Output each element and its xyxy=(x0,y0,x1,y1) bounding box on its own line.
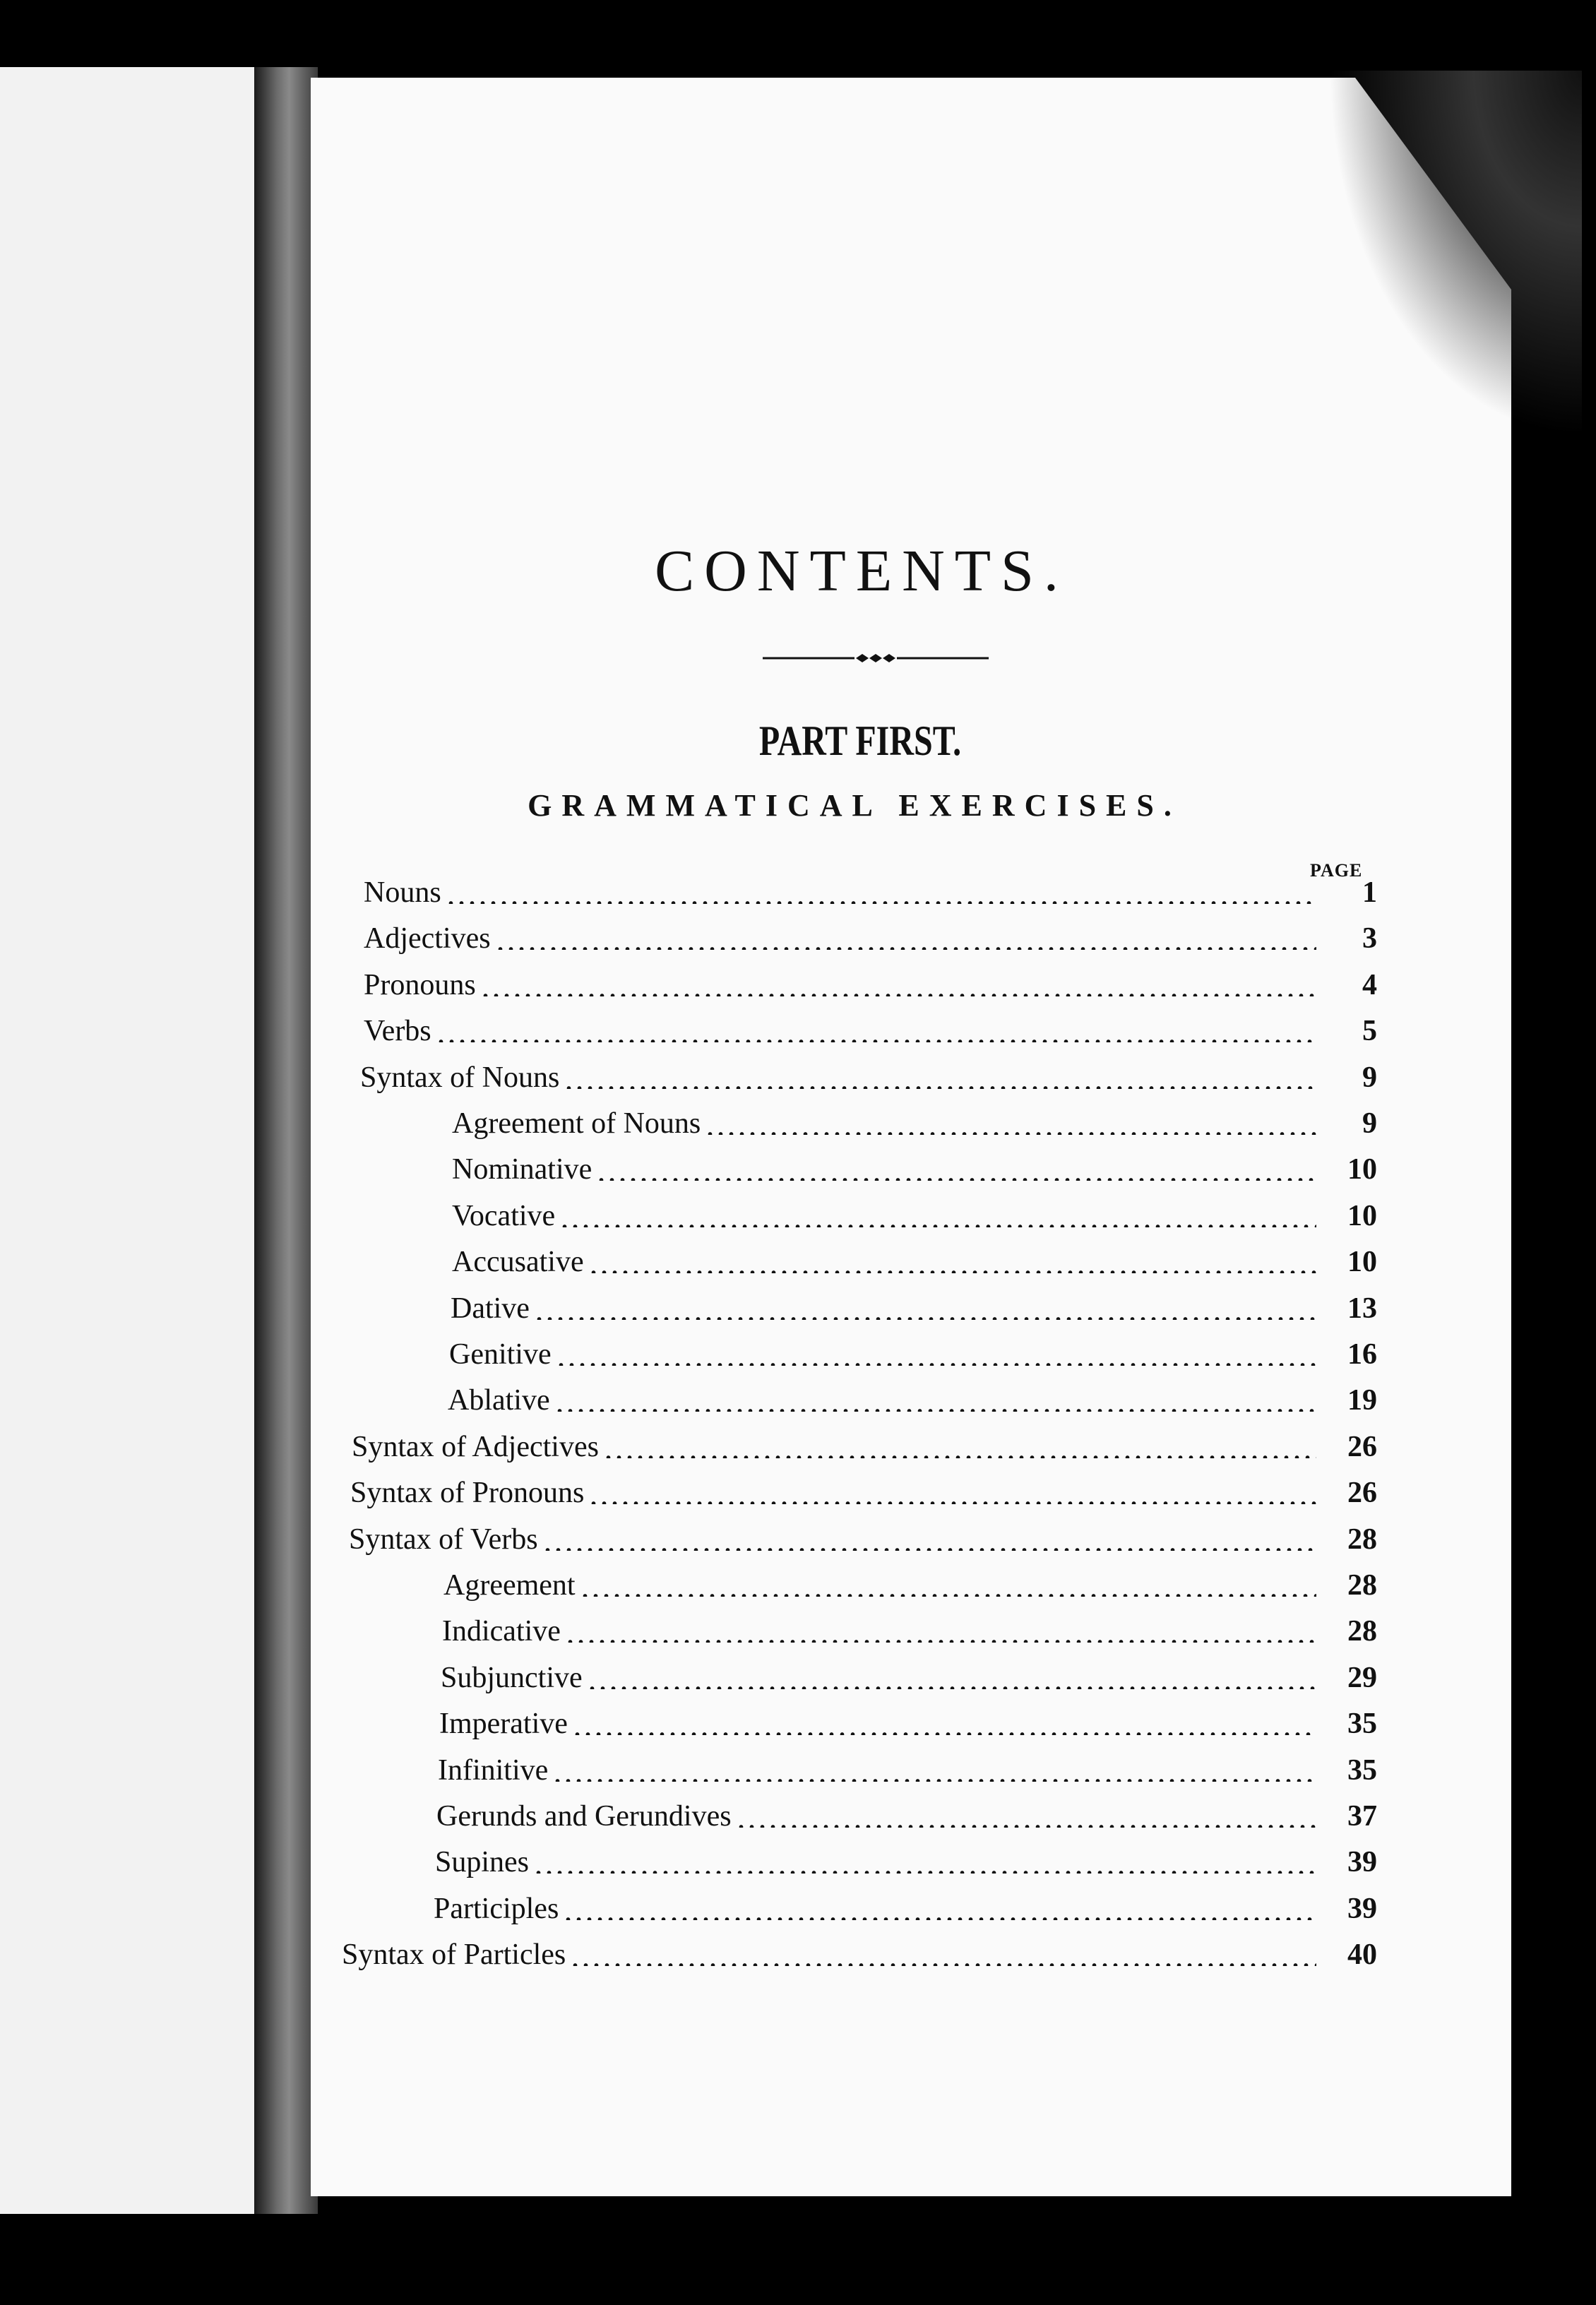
toc-entry xyxy=(451,1283,1377,1326)
toc-entry-label: Adjectives xyxy=(364,922,491,955)
toc-entry-label: Accusative xyxy=(452,1246,584,1279)
toc-entry xyxy=(364,913,1377,955)
dot-leader xyxy=(596,1178,1316,1181)
dot-leader xyxy=(495,947,1316,950)
toc-entry-page: 40 xyxy=(1347,1938,1377,1972)
toc-entry xyxy=(442,1606,1377,1648)
toc-entry xyxy=(434,1883,1377,1926)
page-column-header: PAGE xyxy=(1310,860,1363,881)
dot-leader xyxy=(480,994,1316,996)
toc-entry-page: 5 xyxy=(1362,1015,1377,1048)
toc-entry-label: Infinitive xyxy=(438,1753,549,1787)
toc-entry xyxy=(441,1652,1377,1695)
toc-entry-label: Supines xyxy=(435,1846,530,1879)
section-subtitle: GRAMMATICAL EXERCISES. xyxy=(528,788,1181,823)
dot-leader xyxy=(564,1086,1316,1089)
dot-leader xyxy=(563,1917,1316,1920)
dot-leader xyxy=(587,1686,1316,1689)
toc-entry xyxy=(364,1006,1377,1048)
page-corner-shadow xyxy=(1328,71,1582,438)
toc-entry-label: Imperative xyxy=(439,1708,568,1741)
toc-entry-label: Verbs xyxy=(364,1015,431,1048)
toc-entry xyxy=(452,1144,1377,1186)
toc-entry-page: 9 xyxy=(1362,1061,1377,1094)
toc-entry-page: 35 xyxy=(1347,1708,1377,1741)
dot-leader xyxy=(554,1409,1316,1412)
toc-entry xyxy=(443,1560,1377,1602)
dot-leader xyxy=(559,1225,1316,1227)
toc-entry-page: 19 xyxy=(1347,1384,1377,1417)
toc-entry-label: Pronouns xyxy=(364,968,476,1001)
toc-entry-page: 39 xyxy=(1347,1846,1377,1879)
toc-entry xyxy=(364,867,1377,910)
dot-leader xyxy=(552,1779,1316,1782)
toc-entry-page: 16 xyxy=(1347,1338,1377,1371)
toc-entry-label: Dative xyxy=(451,1292,530,1325)
toc-entry-label: Indicative xyxy=(442,1615,561,1648)
dot-leader xyxy=(572,1732,1316,1735)
toc-entry-label: Gerunds and Gerundives xyxy=(436,1800,732,1833)
toc-entry-page: 28 xyxy=(1347,1569,1377,1602)
toc-entry xyxy=(452,1098,1377,1140)
toc-entry-label: Agreement xyxy=(443,1569,576,1602)
toc-entry-page: 10 xyxy=(1347,1153,1377,1186)
toc-entry xyxy=(449,1329,1377,1371)
toc-entry-page: 9 xyxy=(1362,1107,1377,1140)
dot-leader xyxy=(542,1548,1316,1551)
dot-leader xyxy=(603,1455,1316,1458)
toc-entry-page: 29 xyxy=(1347,1661,1377,1694)
toc-entry-label: Ablative xyxy=(448,1384,550,1417)
toc-entry-label: Subjunctive xyxy=(441,1661,583,1694)
toc-entry-page: 39 xyxy=(1347,1892,1377,1925)
toc-entry xyxy=(364,960,1377,1002)
toc-entry-page: 26 xyxy=(1347,1477,1377,1510)
toc-entry-label: Agreement of Nouns xyxy=(452,1107,701,1140)
dot-leader xyxy=(736,1825,1316,1828)
dot-leader xyxy=(580,1594,1316,1597)
dot-leader xyxy=(570,1963,1316,1966)
toc-entry xyxy=(350,1467,1377,1510)
toc-entry-label: Genitive xyxy=(449,1338,552,1371)
toc-entry-page: 1 xyxy=(1362,876,1377,909)
toc-entry xyxy=(452,1191,1377,1233)
dot-leader xyxy=(533,1871,1316,1874)
part-heading: PART FIRST. xyxy=(758,717,962,764)
dot-leader xyxy=(534,1317,1316,1320)
page-title: CONTENTS. xyxy=(655,538,1068,604)
toc-entry-label: Syntax of Particles xyxy=(342,1938,566,1972)
toc-entry xyxy=(435,1837,1377,1879)
toc-entry xyxy=(436,1791,1377,1833)
book-gutter xyxy=(254,67,318,2214)
toc-entry-label: Syntax of Verbs xyxy=(349,1523,538,1556)
dot-leader xyxy=(556,1363,1316,1366)
toc-entry-page: 4 xyxy=(1362,968,1377,1001)
toc-entry-label: Syntax of Adjectives xyxy=(352,1430,599,1463)
dot-leader xyxy=(588,1270,1316,1273)
toc-entry-label: Nouns xyxy=(364,876,441,909)
toc-entry-page: 3 xyxy=(1362,922,1377,955)
dot-leader xyxy=(436,1040,1316,1042)
toc-entry xyxy=(349,1514,1377,1556)
toc-entry xyxy=(452,1237,1377,1279)
toc-entry-page: 10 xyxy=(1347,1199,1377,1232)
toc-entry-page: 13 xyxy=(1347,1292,1377,1325)
toc-entry xyxy=(342,1929,1377,1972)
toc-entry-label: Participles xyxy=(434,1892,559,1925)
toc-entry-label: Vocative xyxy=(452,1199,556,1232)
dot-leader xyxy=(705,1132,1316,1135)
toc-entry-label: Syntax of Nouns xyxy=(360,1061,560,1094)
toc-entry-label: Syntax of Pronouns xyxy=(350,1477,585,1510)
toc-entry-page: 37 xyxy=(1347,1800,1377,1833)
toc-entry xyxy=(438,1745,1377,1787)
toc-entry xyxy=(439,1698,1377,1741)
toc-entry xyxy=(360,1052,1377,1095)
toc-entry-page: 35 xyxy=(1347,1753,1377,1787)
facing-page xyxy=(0,67,261,2214)
dot-leader xyxy=(446,901,1316,904)
dot-leader xyxy=(588,1501,1316,1504)
dot-leader xyxy=(565,1640,1316,1643)
toc-entry xyxy=(352,1422,1377,1464)
toc-entry-page: 26 xyxy=(1347,1430,1377,1463)
ornament-rule xyxy=(763,650,989,667)
toc-entry-page: 10 xyxy=(1347,1246,1377,1279)
toc-entry-page: 28 xyxy=(1347,1615,1377,1648)
toc-entry-page: 28 xyxy=(1347,1523,1377,1556)
toc-entry xyxy=(448,1375,1377,1417)
toc-entry-label: Nominative xyxy=(452,1153,592,1186)
